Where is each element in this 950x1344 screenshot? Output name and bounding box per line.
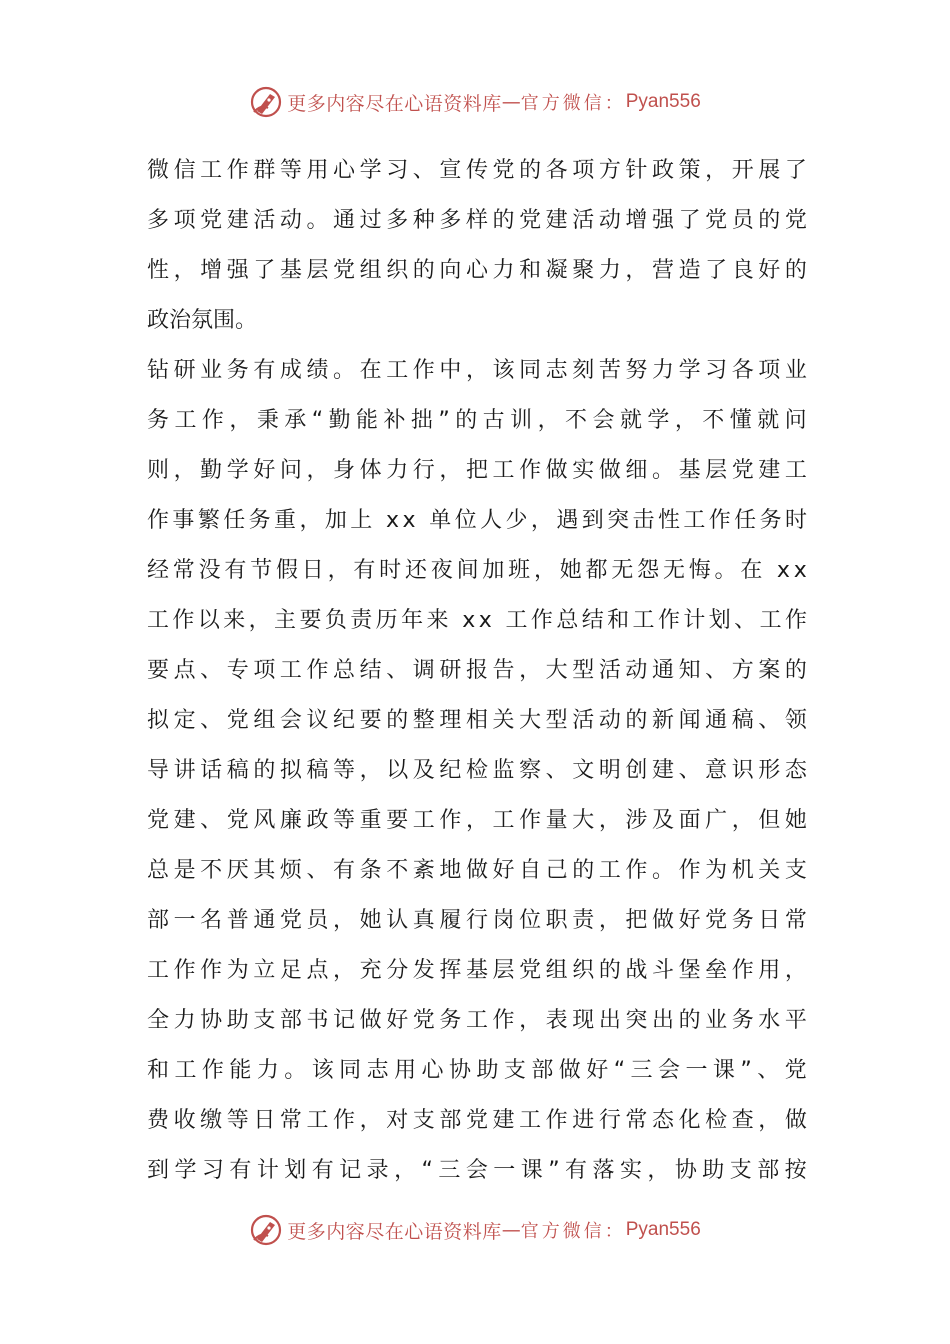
- body-line: 到 学 习 有 计 划 有 记 录 ， “ 三 会 一 课 ” 有 落 实 ， 协 助 支 部 按: [147, 1158, 807, 1183]
- header-wechat-id: Pyan556: [625, 91, 701, 112]
- body-line: 费 收 缴 等 日 常 工 作 ， 对 支 部 党 建 工 作 进 行 常 态 化 检 查 ， 做: [147, 1108, 807, 1133]
- body-line: 作 事 繁 任 务 重 ， 加 上 x x 单 位 人 少 ， 遇 到 突 击 性 工 作 任 务 时: [147, 508, 807, 533]
- footer-brand-text: 更多内容尽在心语资料库: [287, 1220, 502, 1243]
- pen-nib-logo-icon: [249, 1213, 283, 1247]
- body-line: 全 力 协 助 支 部 书 记 做 好 党 务 工 作 ， 表 现 出 突 出 的 业 务 水 平: [147, 1008, 807, 1033]
- header-dash: —: [501, 91, 521, 113]
- body-line: 工 作 作 为 立 足 点 ， 充 分 发 挥 基 层 党 组 织 的 战 斗 堡 垒 作 用 ，: [147, 958, 807, 983]
- header-banner: [0, 84, 950, 120]
- body-line: 导 讲 话 稿 的 拟 稿 等 ， 以 及 纪 检 监 察 、 文 明 创 建 、 意 识 形 态: [147, 758, 807, 783]
- body-line: 多 项 党 建 活 动 。 通 过 多 种 多 样 的 党 建 活 动 增 强 了 党 员 的 党: [147, 208, 807, 233]
- header-wechat-label: 官方微信：: [520, 93, 626, 114]
- footer-wechat-id: Pyan556: [625, 1219, 701, 1240]
- body-line: 党 建 、 党 风 廉 政 等 重 要 工 作 ， 工 作 量 大 ， 涉 及 面 广 ， 但 她: [147, 808, 807, 833]
- body-line: 则 ， 勤 学 好 问 ， 身 体 力 行 ， 把 工 作 做 实 做 细 。 基 层 党 建 工: [147, 458, 807, 483]
- footer-wechat-label: 官方微信：: [520, 1221, 626, 1242]
- body-line: 工 作 以 来 ， 主 要 负 责 历 年 来 x x 工 作 总 结 和 工 作 计 划 、 工 作: [147, 608, 807, 633]
- body-line: 部 一 名 普 通 党 员 ， 她 认 真 履 行 岗 位 职 责 ， 把 做 好 党 务 日 常: [147, 908, 807, 933]
- body-line: 经 常 没 有 节 假 日 ， 有 时 还 夜 间 加 班 ， 她 都 无 怨 无 悔 。 在 x x: [147, 558, 807, 583]
- body-line: 总 是 不 厌 其 烦 、 有 条 不 紊 地 做 好 自 己 的 工 作 。 作 为 机 关 支: [147, 858, 807, 883]
- body-line: 务 工 作 ， 秉 承 “ 勤 能 补 拙 ” 的 古 训 ， 不 会 就 学 ， 不 懂 就 问: [147, 408, 807, 433]
- body-line: 要 点 、 专 项 工 作 总 结 、 调 研 报 告 ， 大 型 活 动 通 知 、 方 案 的: [147, 658, 807, 683]
- body-line: 和 工 作 能 力 。 该 同 志 用 心 协 助 支 部 做 好 “ 三 会 一 课 ” 、 党: [147, 1058, 807, 1083]
- body-line: 性 ， 增 强 了 基 层 党 组 织 的 向 心 力 和 凝 聚 力 ， 营 造 了 良 好 的: [147, 258, 807, 283]
- body-line: 拟 定 、 党 组 会 议 纪 要 的 整 理 相 关 大 型 活 动 的 新 闻 通 稿 、 领: [147, 708, 807, 733]
- body-line: 钻 研 业 务 有 成 绩 。 在 工 作 中 ， 该 同 志 刻 苦 努 力 学 习 各 项 业: [147, 358, 807, 383]
- header-brand-text: 更多内容尽在心语资料库: [287, 92, 502, 115]
- body-line: 政治氛围。: [147, 308, 258, 333]
- pen-nib-logo-icon: [249, 85, 283, 119]
- body-line: 微 信 工 作 群 等 用 心 学 习 、 宣 传 党 的 各 项 方 针 政 策 ， 开 展 了: [147, 158, 807, 183]
- footer-dash: —: [501, 1219, 521, 1241]
- document-body: [147, 146, 807, 1196]
- footer-banner: [0, 1212, 950, 1248]
